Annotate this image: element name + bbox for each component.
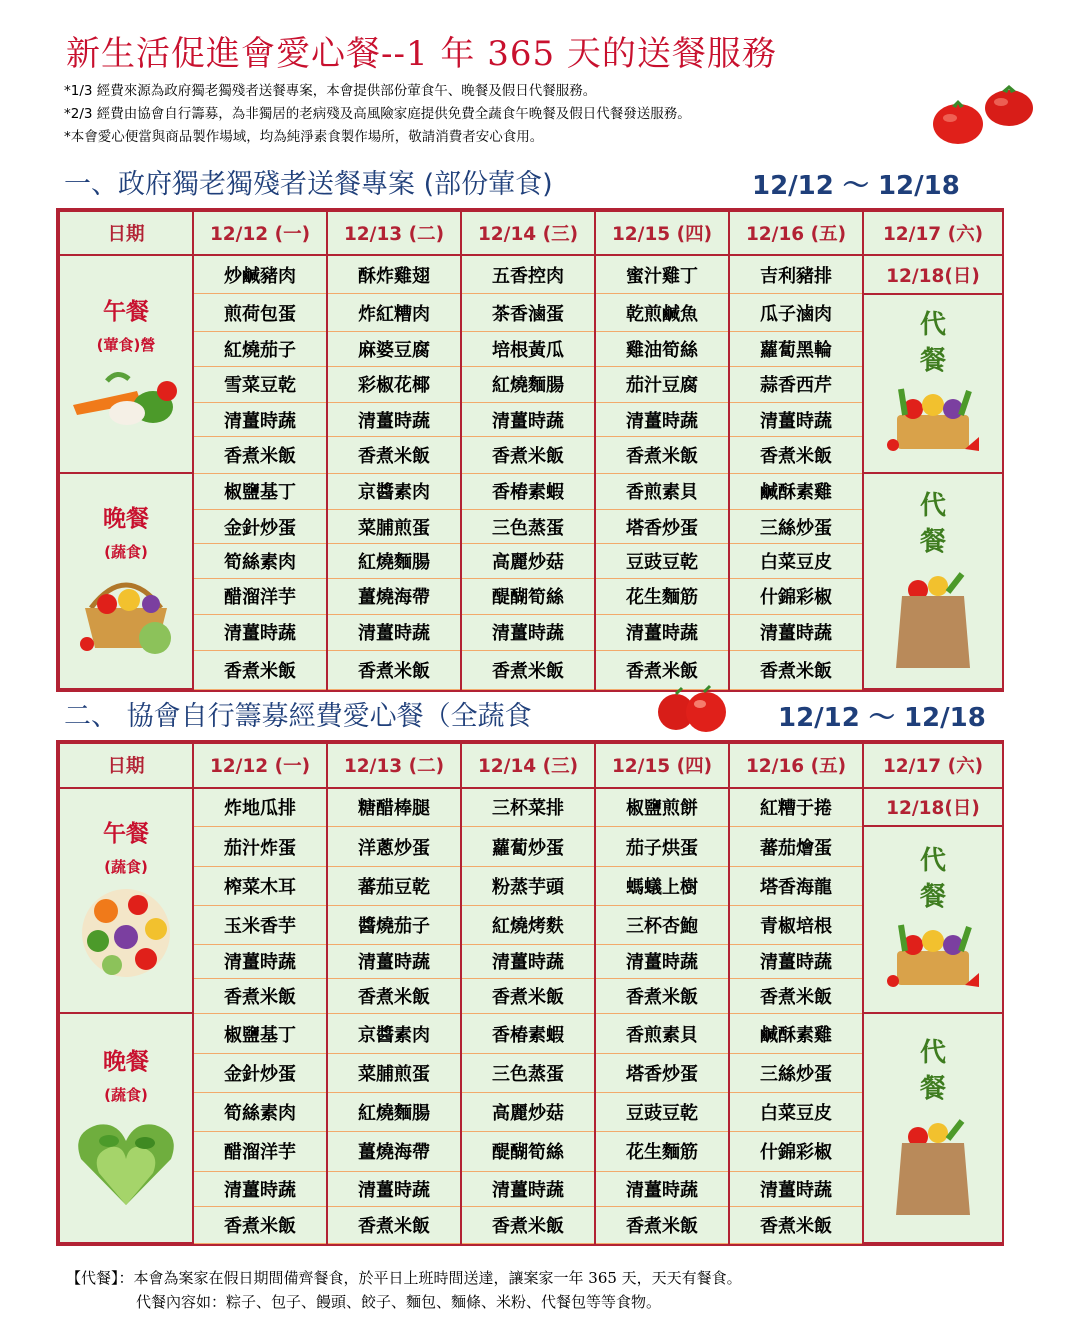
menu-cell: 蜜汁雞丁 [595,255,729,293]
menu-cell: 茄汁炸蛋 [193,826,327,867]
menu-cell: 三色蒸蛋 [461,509,595,543]
menu-cell: 香煮米飯 [595,979,729,1014]
menu-cell: 醋溜洋芋 [193,578,327,614]
menu-cell: 紅燒麵腸 [461,366,595,402]
menu-cell: 乾煎鹹魚 [595,294,729,332]
substitute-meal-label: 代 [919,309,946,340]
day-header: 12/14 (三) [461,743,595,788]
dinner-label-cell [59,1013,193,1243]
menu-cell: 清薑時蔬 [595,403,729,437]
menu-cell: 清薑時蔬 [461,403,595,437]
menu-cell: 彩椒花椰 [327,366,461,402]
menu-cell: 清薑時蔬 [327,614,461,650]
menu-cell: 清薑時蔬 [327,403,461,437]
menu-cell: 三色蒸蛋 [461,1054,595,1093]
menu-cell: 蘿蔔黑輪 [729,332,863,366]
section1-heading: 一、政府獨老獨殘者送餐專案 (部份葷食) [64,169,553,200]
menu-cell: 白菜豆皮 [729,544,863,578]
day-header: 12/16 (五) [729,211,863,255]
menu-cell: 香煮米飯 [595,1206,729,1243]
meal-label: 晚餐 [103,505,149,532]
substitute-meal-cell [863,473,1003,689]
day-header: 12/14 (三) [461,211,595,255]
menu-cell: 香煮米飯 [327,651,461,689]
menu-cell: 香煮米飯 [327,1206,461,1243]
menu-cell: 清薑時蔬 [729,614,863,650]
menu-cell: 香椿素蝦 [461,473,595,509]
note-line: *本會愛心便當與商品製作場域，均為純淨素食製作場所，敬請消費者安心食用。 [64,129,544,145]
grocery-bag-icon [888,570,978,670]
menu-cell: 玉米香芋 [193,906,327,945]
menu-cell: 香煮米飯 [327,979,461,1014]
substitute-meal-cell [863,1013,1003,1243]
menu-cell: 花生麵筋 [595,578,729,614]
footer-line: 【代餐】：本會為案家在假日期間備齊餐食，於平日上班時間送達，讓案家一年 365 天，天天有餐食。 [66,1269,742,1287]
menu-cell: 三絲炒蛋 [729,509,863,543]
date-label: 日期 [59,743,193,788]
menu-cell: 香煎素貝 [595,1013,729,1054]
sunday-header: 12/18(日) [863,788,1003,827]
menu-cell: 蕃茄燴蛋 [729,826,863,867]
menu-cell: 香煮米飯 [595,437,729,473]
menu-cell: 清薑時蔬 [729,1172,863,1207]
menu-cell: 什錦彩椒 [729,1131,863,1172]
menu-cell: 薑燒海帶 [327,578,461,614]
menu-cell: 香煮米飯 [461,437,595,473]
page-title: 新生活促進會愛心餐--1 年 365 天的送餐服務 [66,34,777,74]
menu-cell: 塔香海龍 [729,867,863,906]
menu-cell: 什錦彩椒 [729,578,863,614]
menu-cell: 豆豉豆乾 [595,1093,729,1132]
menu-cell: 蒜香西芹 [729,366,863,402]
menu-cell: 醍醐筍絲 [461,578,595,614]
day-header: 12/12 (一) [193,743,327,788]
menu-cell: 花生麵筋 [595,1131,729,1172]
note-line: *1/3 經費來源為政府獨老獨殘者送餐專案，本會提供部份葷食午、晚餐及假日代餐服務。 [64,83,597,99]
dinner-label-cell [59,473,193,689]
menu-cell: 清薑時蔬 [327,1172,461,1207]
substitute-meal-cell [863,294,1003,473]
menu-cell: 豆豉豆乾 [595,544,729,578]
substitute-meal-label: 代 [919,490,946,521]
menu-cell: 清薑時蔬 [461,944,595,979]
menu-table-2 [56,740,1004,1246]
substitute-meal-label: 代 [919,1037,946,1068]
menu-cell: 金針炒蛋 [193,509,327,543]
section1-range: 12/12 ～ 12/18 [752,171,960,201]
menu-cell: 炸地瓜排 [193,788,327,827]
menu-cell: 榨菜木耳 [193,867,327,906]
saturday-header: 12/17 (六) [863,743,1003,788]
menu-cell: 煎荷包蛋 [193,294,327,332]
day-header: 12/16 (五) [729,743,863,788]
menu-cell: 茶香滷蛋 [461,294,595,332]
menu-cell: 五香控肉 [461,255,595,293]
menu-cell: 金針炒蛋 [193,1054,327,1093]
substitute-meal-label: 代 [919,846,946,877]
menu-cell: 鹹酥素雞 [729,1013,863,1054]
substitute-meal-label: 餐 [919,345,946,376]
menu-cell: 清薑時蔬 [461,614,595,650]
menu-cell: 香煮米飯 [461,1206,595,1243]
menu-cell: 清薑時蔬 [461,1172,595,1207]
vegetable-basket-icon [71,568,181,658]
menu-cell: 塔香炒蛋 [595,509,729,543]
menu-cell: 香煮米飯 [729,437,863,473]
menu-cell: 薑燒海帶 [327,1131,461,1172]
menu-cell: 香煮米飯 [461,651,595,689]
vegetables-icon [67,361,185,431]
menu-cell: 紅燒烤麩 [461,906,595,945]
menu-cell: 清薑時蔬 [193,614,327,650]
menu-cell: 炒鹹豬肉 [193,255,327,293]
menu-cell: 香煮米飯 [327,437,461,473]
meal-label: 午餐 [103,298,149,325]
menu-cell: 香煮米飯 [193,979,327,1014]
menu-cell: 麻婆豆腐 [327,332,461,366]
menu-cell: 三杯菜排 [461,788,595,827]
date-label: 日期 [59,211,193,255]
menu-cell: 香煮米飯 [729,979,863,1014]
notes [64,80,691,149]
menu-cell: 醬燒茄子 [327,906,461,945]
menu-cell: 椒鹽煎餅 [595,788,729,827]
meal-sub: (蔬食) [104,1085,148,1104]
menu-cell: 培根黃瓜 [461,332,595,366]
menu-cell: 瓜子滷肉 [729,294,863,332]
grocery-bag-icon [888,1117,978,1217]
menu-cell: 紅糟于捲 [729,788,863,827]
menu-cell: 白菜豆皮 [729,1093,863,1132]
menu-cell: 茄子烘蛋 [595,826,729,867]
day-header: 12/13 (二) [327,743,461,788]
menu-cell: 吉利豬排 [729,255,863,293]
menu-cell: 菜脯煎蛋 [327,1054,461,1093]
menu-cell: 京醬素肉 [327,1013,461,1054]
menu-cell: 清薑時蔬 [729,944,863,979]
menu-cell: 雪菜豆乾 [193,366,327,402]
menu-cell: 香煮米飯 [729,1206,863,1243]
lunch-label-cell [59,788,193,1014]
menu-cell: 清薑時蔬 [729,403,863,437]
menu-cell: 洋蔥炒蛋 [327,826,461,867]
saturday-header: 12/17 (六) [863,211,1003,255]
menu-cell: 三杯杏鮑 [595,906,729,945]
menu-cell: 醋溜洋芋 [193,1131,327,1172]
meal-sub: (葷食)營 [96,335,156,354]
menu-cell: 清薑時蔬 [193,1172,327,1207]
sunday-header: 12/18(日) [863,255,1003,293]
meal-sub: (蔬食) [104,857,148,876]
menu-cell: 清薑時蔬 [193,944,327,979]
day-header: 12/15 (四) [595,743,729,788]
menu-cell: 香椿素蝦 [461,1013,595,1054]
vegetable-circle-icon [76,885,176,981]
menu-cell: 醍醐筍絲 [461,1131,595,1172]
menu-cell: 筍絲素肉 [193,1093,327,1132]
tomato-icon [982,82,1036,128]
meal-sub: (蔬食) [104,542,148,561]
substitute-meal-label: 餐 [919,882,946,913]
menu-cell: 椒鹽基丁 [193,1013,327,1054]
menu-table-1 [56,208,1004,692]
menu-cell: 香煮米飯 [193,1206,327,1243]
menu-cell: 高麗炒菇 [461,1093,595,1132]
section2-range: 12/12 ～ 12/18 [778,703,986,733]
menu-cell: 鹹酥素雞 [729,473,863,509]
menu-cell: 粉蒸芋頭 [461,867,595,906]
menu-cell: 筍絲素肉 [193,544,327,578]
menu-cell: 京醬素肉 [327,473,461,509]
menu-cell: 清薑時蔬 [595,944,729,979]
day-header: 12/13 (二) [327,211,461,255]
menu-cell: 紅燒麵腸 [327,544,461,578]
menu-cell: 蘿蔔炒蛋 [461,826,595,867]
section2-heading: 二、 協會自行籌募經費愛心餐（全蔬食 [64,701,532,732]
menu-cell: 青椒培根 [729,906,863,945]
menu-cell: 清薑時蔬 [595,1172,729,1207]
note-line: *2/3 經費由協會自行籌募，為非獨居的老病殘及高風險家庭提供免費全蔬食午晚餐及假日代餐發送服務。 [64,106,691,122]
substitute-meal-cell [863,826,1003,1013]
menu-cell: 三絲炒蛋 [729,1054,863,1093]
apple-icon [656,684,732,734]
menu-cell: 高麗炒菇 [461,544,595,578]
menu-cell: 酥炸雞翅 [327,255,461,293]
menu-cell: 茄汁豆腐 [595,366,729,402]
substitute-meal-label: 餐 [919,1073,946,1104]
menu-cell: 香煮米飯 [461,979,595,1014]
menu-cell: 雞油筍絲 [595,332,729,366]
menu-cell: 香煮米飯 [193,437,327,473]
menu-cell: 蕃茄豆乾 [327,867,461,906]
menu-cell: 香煮米飯 [729,651,863,689]
menu-cell: 塔香炒蛋 [595,1054,729,1093]
meal-label: 午餐 [103,820,149,847]
footer-line: 代餐內容如：粽子、包子、饅頭、餃子、麵包、麵條、米粉、代餐包等等食物。 [136,1293,662,1311]
day-header: 12/12 (一) [193,211,327,255]
menu-cell: 紅燒麵腸 [327,1093,461,1132]
vegetable-heart-icon [71,1113,181,1209]
menu-cell: 紅燒茄子 [193,332,327,366]
menu-cell: 糖醋棒腿 [327,788,461,827]
menu-cell: 清薑時蔬 [595,614,729,650]
lunch-label-cell [59,255,193,473]
menu-cell: 螞蟻上樹 [595,867,729,906]
meal-label: 晚餐 [103,1048,149,1075]
menu-cell: 椒鹽基丁 [193,473,327,509]
produce-crate-icon [883,915,983,991]
menu-cell: 香煮米飯 [193,651,327,689]
day-header: 12/15 (四) [595,211,729,255]
menu-cell: 炸紅糟肉 [327,294,461,332]
menu-cell: 香煮米飯 [595,651,729,689]
menu-cell: 清薑時蔬 [327,944,461,979]
produce-crate-icon [883,379,983,455]
menu-cell: 菜脯煎蛋 [327,509,461,543]
menu-cell: 香煎素貝 [595,473,729,509]
footer-note [66,1266,742,1314]
tomato-icon [930,96,986,146]
menu-cell: 清薑時蔬 [193,403,327,437]
substitute-meal-label: 餐 [919,526,946,557]
